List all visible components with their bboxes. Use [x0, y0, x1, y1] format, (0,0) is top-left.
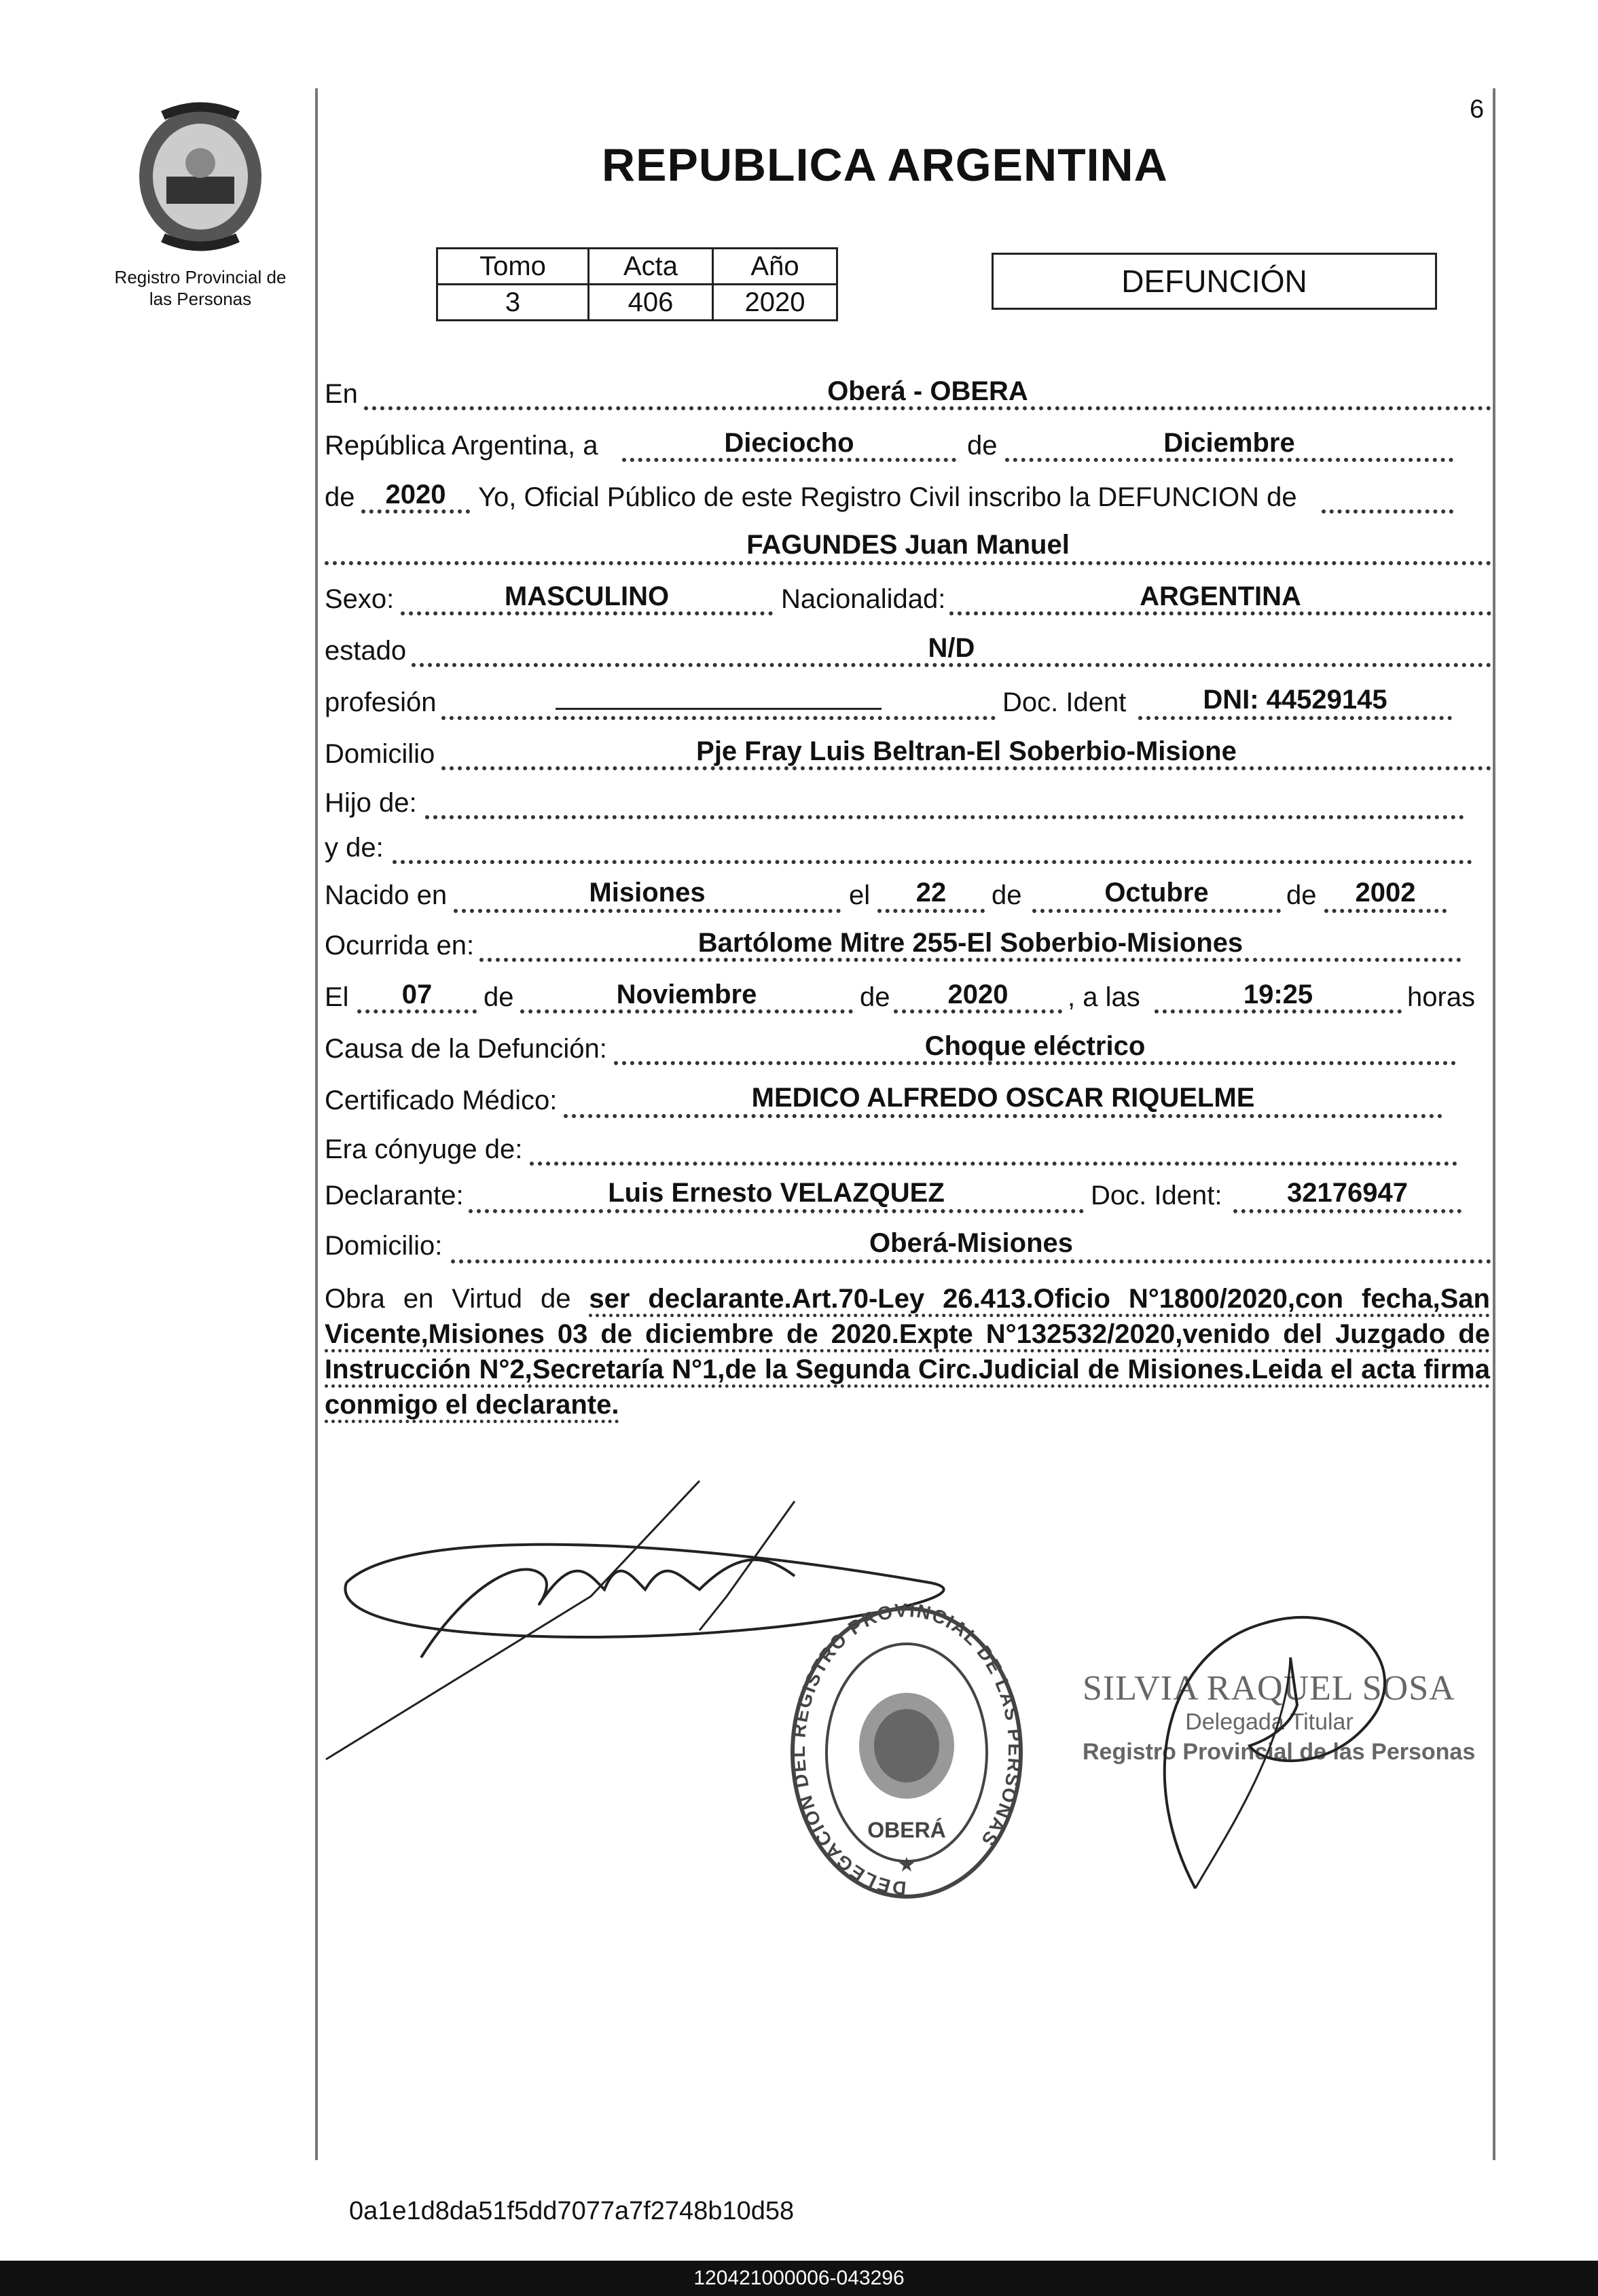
de4-label: de — [484, 982, 514, 1012]
signatory-role: Delegada Titular — [1185, 1709, 1354, 1735]
obra-text: ser declarante.Art.70-Ley 26.413.Oficio N°1800/2020,con fecha,San Vicente,Misiones 03 de diciembre de 2020.Expte N°132532/2020,venido del Juzgado de Instrucción N°2,Secretaría N°1,de la Segunda Circ.Judicial de Misiones.Leida el acta firma conmigo el declarante. — [325, 1284, 1490, 1423]
ocurrida-value: Bartólome Mitre 255-El Soberbio-Misiones — [697, 928, 1243, 958]
conyuge-line — [530, 1162, 1457, 1166]
domicilio2-line — [451, 1259, 1491, 1263]
de-label: de — [967, 431, 998, 461]
nacido-line — [454, 909, 841, 913]
yde-label: y de: — [325, 833, 384, 863]
stamp-center-text: OBERÁ — [867, 1818, 946, 1842]
stamp-ring-text: DELEGACION DEL REGISTRO PROVINCIAL DE LAS PERSONAS — [788, 1603, 1025, 1899]
causa-label: Causa de la Defunción: — [325, 1034, 607, 1064]
star-icon: ★ — [897, 1854, 916, 1876]
nacido-label: Nacido en — [325, 880, 448, 910]
hijo-line — [425, 815, 1464, 819]
profesion-blank — [556, 708, 882, 710]
deceased-name: FAGUNDES Juan Manuel — [746, 530, 1070, 560]
oficial-text: Yo, Oficial Público de este Registro Civil inscribo la DEFUNCION de — [478, 482, 1297, 512]
nac-mes-line — [1032, 909, 1281, 913]
nac-dia: 22 — [915, 878, 947, 908]
conyuge-label: Era cónyuge de: — [325, 1134, 523, 1164]
sexo-value: MASCULINO — [504, 581, 670, 611]
page-number: 6 — [1470, 95, 1485, 124]
declarante-value: Luis Ernesto VELAZQUEZ — [608, 1178, 945, 1208]
provincial-seal — [129, 102, 272, 251]
oficial-line — [1322, 509, 1453, 514]
el2-label: El — [325, 982, 349, 1012]
domicilio-label: Domicilio — [325, 739, 435, 769]
day-value: Dieciocho — [724, 428, 854, 458]
nac-anio: 2002 — [1355, 878, 1416, 908]
cert-label: Certificado Médico: — [325, 1086, 558, 1115]
doc-label: Doc. Ident — [1002, 687, 1127, 717]
doc2-line — [1233, 1209, 1461, 1213]
doc2-value: 32176947 — [1287, 1178, 1408, 1208]
nac-mes: Octubre — [1104, 878, 1209, 908]
tomo-value: 3 — [437, 285, 589, 321]
en-label: En — [325, 379, 358, 409]
sexo-label: Sexo: — [325, 584, 395, 614]
nac-dia-line — [877, 909, 985, 913]
record-table — [436, 247, 838, 321]
signatory-office: Registro Provincial de las Personas — [1083, 1739, 1476, 1765]
doc2-label: Doc. Ident: — [1091, 1181, 1222, 1210]
def-dia: 07 — [401, 980, 433, 1009]
de5-label: de — [860, 982, 890, 1012]
cert-value: MEDICO ALFREDO OSCAR RIQUELME — [751, 1083, 1255, 1113]
anio-value: 2020 — [713, 285, 837, 321]
right-margin-rule — [1493, 88, 1495, 2160]
doc-line — [1138, 716, 1452, 720]
name-line — [325, 561, 1491, 565]
yde-line — [393, 860, 1472, 864]
de3-label: de — [1286, 880, 1317, 910]
profesion-label: profesión — [325, 687, 437, 717]
month-value: Diciembre — [1163, 428, 1295, 458]
left-margin-rule — [315, 88, 318, 2160]
anio-header: Año — [713, 249, 837, 285]
year-value: 2020 — [385, 480, 446, 509]
def-mes: Noviembre — [616, 980, 757, 1009]
profesion-line — [441, 716, 996, 720]
acta-header: Acta — [589, 249, 713, 285]
declarante-line — [469, 1209, 1084, 1213]
nacionalidad-label: Nacionalidad: — [781, 584, 946, 614]
declarante-label: Declarante: — [325, 1181, 464, 1210]
acta-value: 406 — [589, 285, 713, 321]
el-label: el — [849, 880, 871, 910]
hora-value: 19:25 — [1243, 980, 1313, 1009]
horas-label: horas — [1407, 982, 1476, 1012]
signatory-name: SILVIA RAQUEL SOSA — [1083, 1669, 1455, 1708]
causa-value: Choque eléctrico — [924, 1031, 1146, 1061]
tomo-header: Tomo — [437, 249, 589, 285]
estado-label: estado — [325, 636, 407, 666]
obra-paragraph — [325, 1281, 1490, 1422]
domicilio-value: Pje Fray Luis Beltran-El Soberbio-Misione — [696, 736, 1237, 766]
obra-label: Obra en Virtud de — [325, 1284, 571, 1314]
nac-anio-line — [1324, 909, 1447, 913]
alas-label: , a las — [1068, 982, 1140, 1012]
year-prefix: de — [325, 482, 355, 512]
domicilio2-label: Domicilio: — [325, 1231, 443, 1261]
signatory-signature — [1127, 1569, 1426, 1895]
estado-value: N/D — [928, 633, 975, 663]
ocurrida-label: Ocurrida en: — [325, 931, 475, 961]
rep-label: República Argentina, a — [325, 431, 598, 461]
def-anio: 2020 — [947, 980, 1009, 1009]
official-stamp — [788, 1603, 1025, 1902]
de2-label: de — [992, 880, 1022, 910]
nacionalidad-value: ARGENTINA — [1140, 581, 1301, 611]
footer-code: 120421000006-043296 — [0, 2261, 1598, 2296]
nacido-lugar: Misiones — [589, 878, 706, 908]
seal-caption: Registro Provincial de las Personas — [114, 267, 287, 309]
document-hash: 0a1e1d8da51f5dd7077a7f2748b10d58 — [349, 2197, 795, 2225]
en-value: Oberá - OBERA — [827, 376, 1028, 406]
cert-line — [564, 1114, 1442, 1118]
record-type: DEFUNCIÓN — [992, 253, 1437, 310]
domicilio2-value: Oberá-Misiones — [869, 1228, 1074, 1258]
hijo-label: Hijo de: — [325, 788, 417, 818]
page-title: REPUBLICA ARGENTINA — [602, 139, 1168, 191]
doc-value: DNI: 44529145 — [1203, 685, 1387, 715]
